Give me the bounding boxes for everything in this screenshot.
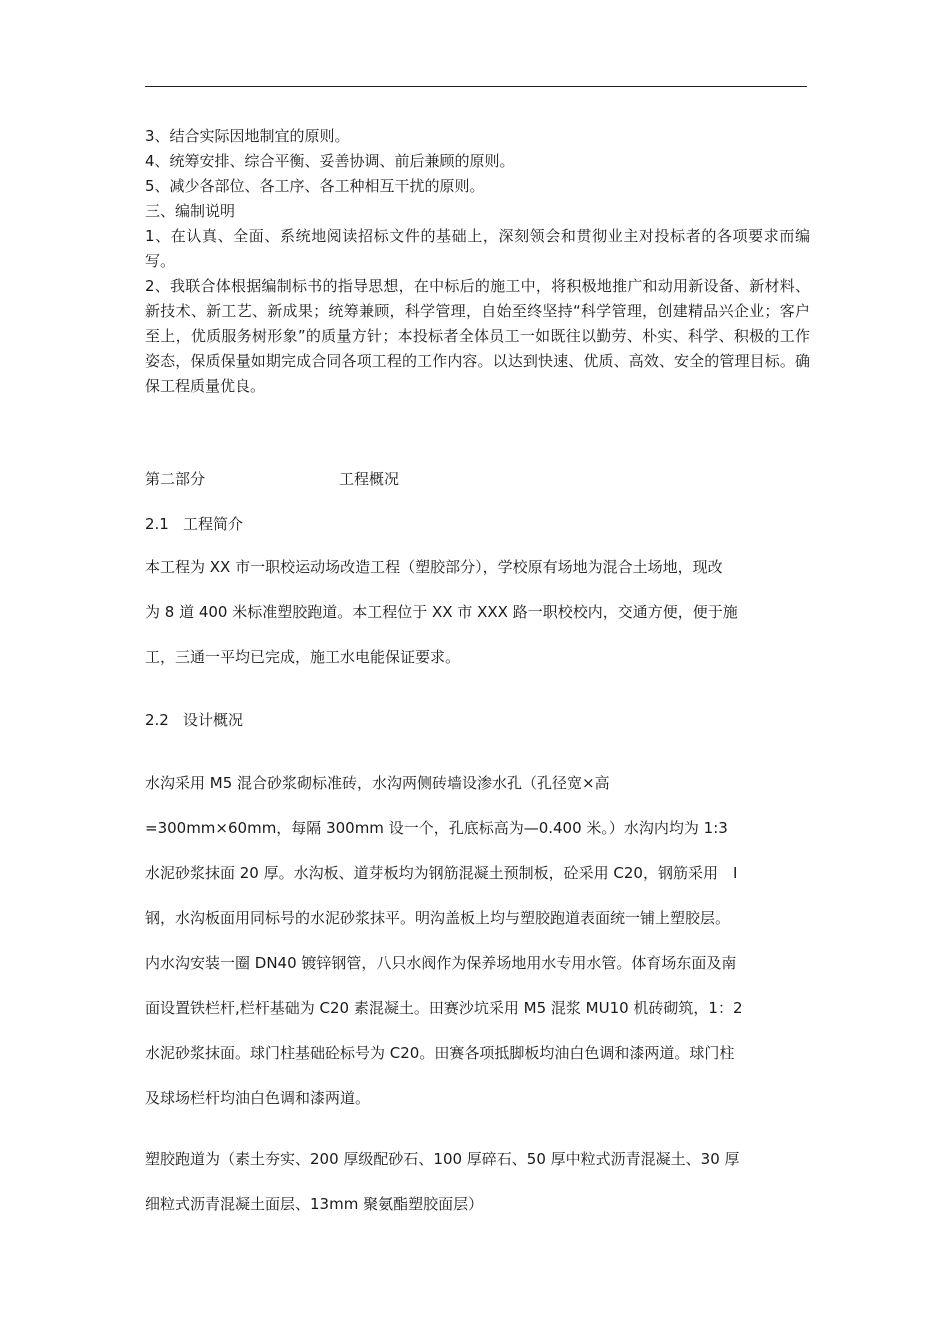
track-line: 细粒式沥青混凝土面层、13mm 聚氨酯塑胶面层）	[145, 1195, 484, 1213]
s21-line: 为 8 道 400 米标准塑胶跑道。本工程位于 XX 市 XXX 路一职校校内，交通方便，便于施	[145, 603, 738, 621]
principle-3: 3、结合实际因地制宜的原则。	[145, 127, 350, 145]
s22-heading	[145, 709, 243, 730]
s22-line: 水泥砂浆抹面。球门柱基础砼标号为 C20。田赛各项抵脚板均油白色调和漆两道。球门柱	[145, 1044, 735, 1062]
principle-5: 5、减少各部位、各工序、各工种相互干扰的原则。	[145, 177, 485, 195]
principles-block	[145, 124, 810, 399]
part2-heading	[145, 468, 399, 489]
s21-line: 本工程为 XX 市一职校运动场改造工程（塑胶部分），学校原有场地为混合土场地，现改	[145, 558, 723, 576]
s22-line: 水沟采用 M5 混合砂浆砌标准砖，水沟两侧砖墙设渗水孔（孔径宽×高	[145, 774, 610, 792]
s22-num: 2.2	[145, 711, 169, 729]
part2-label: 第二部分	[145, 470, 206, 488]
s22-line: 水泥砂浆抹面 20 厚。水沟板、道芽板均为钢筋混凝土预制板，砼采用 C20，钢筋采用 Ⅰ	[145, 864, 738, 882]
part2-title: 工程概况	[339, 470, 400, 488]
header-rule	[145, 86, 807, 87]
s22-title: 设计概况	[183, 711, 244, 729]
s22-line: 内水沟安装一圈 DN40 镀锌钢管，八只水阀作为保养场地用水专用水管。体育场东面及南	[145, 954, 737, 972]
track-line: 塑胶跑道为（素土夯实、200 厚级配砂石、100 厚碎石、50 厚中粒式沥青混凝土、30 厚	[145, 1150, 740, 1168]
s21-num: 2.1	[145, 515, 169, 533]
s21-heading	[145, 513, 243, 534]
section3-item-1: 1、在认真、全面、系统地阅读招标文件的基础上，深刻领会和贯彻业主对投标者的各项要求而编写。	[145, 227, 810, 270]
s21-body	[145, 545, 810, 680]
s22-line: 钢，水沟板面用同标号的水泥砂浆抹平。明沟盖板上均与塑胶跑道表面统一铺上塑胶层。	[145, 909, 731, 927]
section3-title: 三、编制说明	[145, 202, 236, 220]
s22-line: 及球场栏杆均油白色调和漆两道。	[145, 1089, 371, 1107]
s21-line: 工，三通一平均已完成，施工水电能保证要求。	[145, 648, 461, 666]
s22-line: =300mm×60mm，每隔 300mm 设一个，孔底标高为—0.400 米。）水沟内均为 1:3	[145, 819, 728, 837]
track-spec	[145, 1137, 810, 1227]
principle-4: 4、统筹安排、综合平衡、妥善协调、前后兼顾的原则。	[145, 152, 515, 170]
s22-body	[145, 761, 810, 1121]
section3-item-2: 2、我联合体根据编制标书的指导思想，在中标后的施工中，将积极地推广和动用新设备、新材料、新技术、新工艺、新成果；统筹兼顾，科学管理，自始至终坚持“科学管理，创建精品兴企业；客户至上，优质服务树形象”的质量方针；本投标者全体员工一如既往以勤劳、朴实、科学、积极的工作姿态，保质保量如期完成合同各项工程的工作内容。以达到快速、优质、高效、安全的管理目标。确保工程质量优良。	[145, 277, 810, 395]
s22-line: 面设置铁栏杆,栏杆基础为 C20 素混凝土。田赛沙坑采用 M5 混浆 MU10 机砖砌筑，1：2	[145, 999, 743, 1017]
s21-title: 工程简介	[183, 515, 244, 533]
